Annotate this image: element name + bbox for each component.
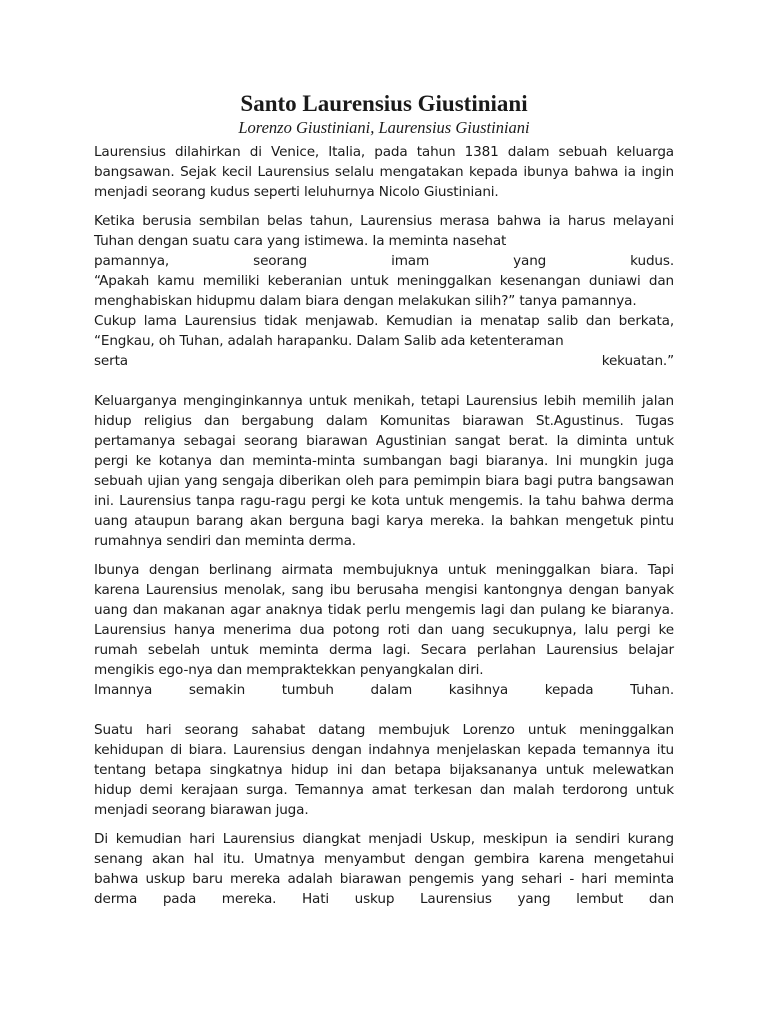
paragraph-religious-life: Keluarganya menginginkannya untuk menikah, tetapi Laurensius lebih memilih jalan hidup religius dan bergabung dalam Komunitas biarawan St.Agustinus. Tugas pertamanya sebagai seorang biarawan Agustinian sangat berat. Ia diminta untuk pergi ke kotanya dan meminta-minta sumbangan bagi biaranya. Ini mungkin juga sebuah ujian yang sengaja diberikan oleh para pemimpin biara bagi putra bangsawan ini. Laurensius tanpa ragu-ragu pergi ke kota untuk mengemis. Ia tahu bahwa derma uang ataupun barang akan berguna bagi karya mereka. Ia bahkan mengetuk pintu rumahnya sendiri dan meminta derma. (94, 393, 674, 549)
paragraph-calling-answer: Cukup lama Laurensius tidak menjawab. Kemudian ia menatap salib dan berkata, “Engkau, oh Tuhan, adalah harapanku. Dalam Salib ada ketenteraman (94, 313, 674, 349)
document-page (94, 90, 674, 918)
paragraph-calling-line-1: Ketika berusia sembilan belas tahun, Laurensius merasa bahwa ia harus melayani Tuhan dengan suatu cara yang istimewa. Ia meminta nasehat (94, 213, 674, 249)
paragraph-mother-body: Ibunya dengan berlinang airmata membujuknya untuk meninggalkan biara. Tapi karena Laurensius menolak, sang ibu berusaha mengisi kantongnya dengan banyak uang dan makanan agar anaknya tidak perlu mengemis lagi dan pulang ke biaranya. Laurensius hanya menerima dua potong roti dan uang secukupnya, lalu pergi ke rumah sebelah untuk meminta derma lagi. Secara perlahan Laurensius belajar mengikis ego-nya dan mempraktekkan penyangkalan diri. (94, 562, 674, 678)
paragraph-bishop: Di kemudian hari Laurensius diangkat menjadi Uskup, meskipun ia sendiri kurang senang akan hal itu. Umatnya menyambut dengan gembira karena mengetahui bahwa uskup baru mereka adalah biarawan pengemis yang sehari - hari meminta derma pada mereka. Hati uskup Laurensius yang lembut dan (94, 831, 674, 907)
paragraph-calling (94, 211, 674, 382)
page-title: Santo Laurensius Giustiniani (240, 91, 528, 116)
paragraph-friend: Suatu hari seorang sahabat datang membujuk Lorenzo untuk meninggalkan kehidupan di biara. Laurensius dengan indahnya menjelaskan kepada temannya itu tentang betapa singkatnya hidup ini dan betapa bijaksananya untuk melewatkan hidup demi kerajaan surga. Temannya amat terkesan dan malah terdorong untuk menjadi seorang biarawan juga. (94, 722, 674, 818)
paragraph-birth: Laurensius dilahirkan di Venice, Italia, pada tahun 1381 dalam sebuah keluarga bangsawan. Sejak kecil Laurensius selalu mengatakan kepada ibunya bahwa ia ingin menjadi seorang kudus seperti leluhurnya Nicolo Giustiniani. (94, 144, 674, 200)
paragraph-mother-last-line: Imannya semakin tumbuh dalam kasihnya kepada Tuhan. (94, 682, 674, 698)
paragraph-calling-line-2: pamannya, seorang imam yang kudus. (94, 253, 674, 269)
paragraph-calling-last-line: serta kekuatan.” (94, 353, 674, 369)
page-subtitle: Lorenzo Giustiniani, Laurensius Giustiniani (238, 118, 530, 137)
paragraph-mother (94, 560, 674, 711)
paragraph-calling-quote: “Apakah kamu memiliki keberanian untuk meninggalkan kesenangan duniawi dan menghabiskan hidupmu dalam biara dengan melakukan silih?” tanya pamannya. (94, 273, 674, 309)
